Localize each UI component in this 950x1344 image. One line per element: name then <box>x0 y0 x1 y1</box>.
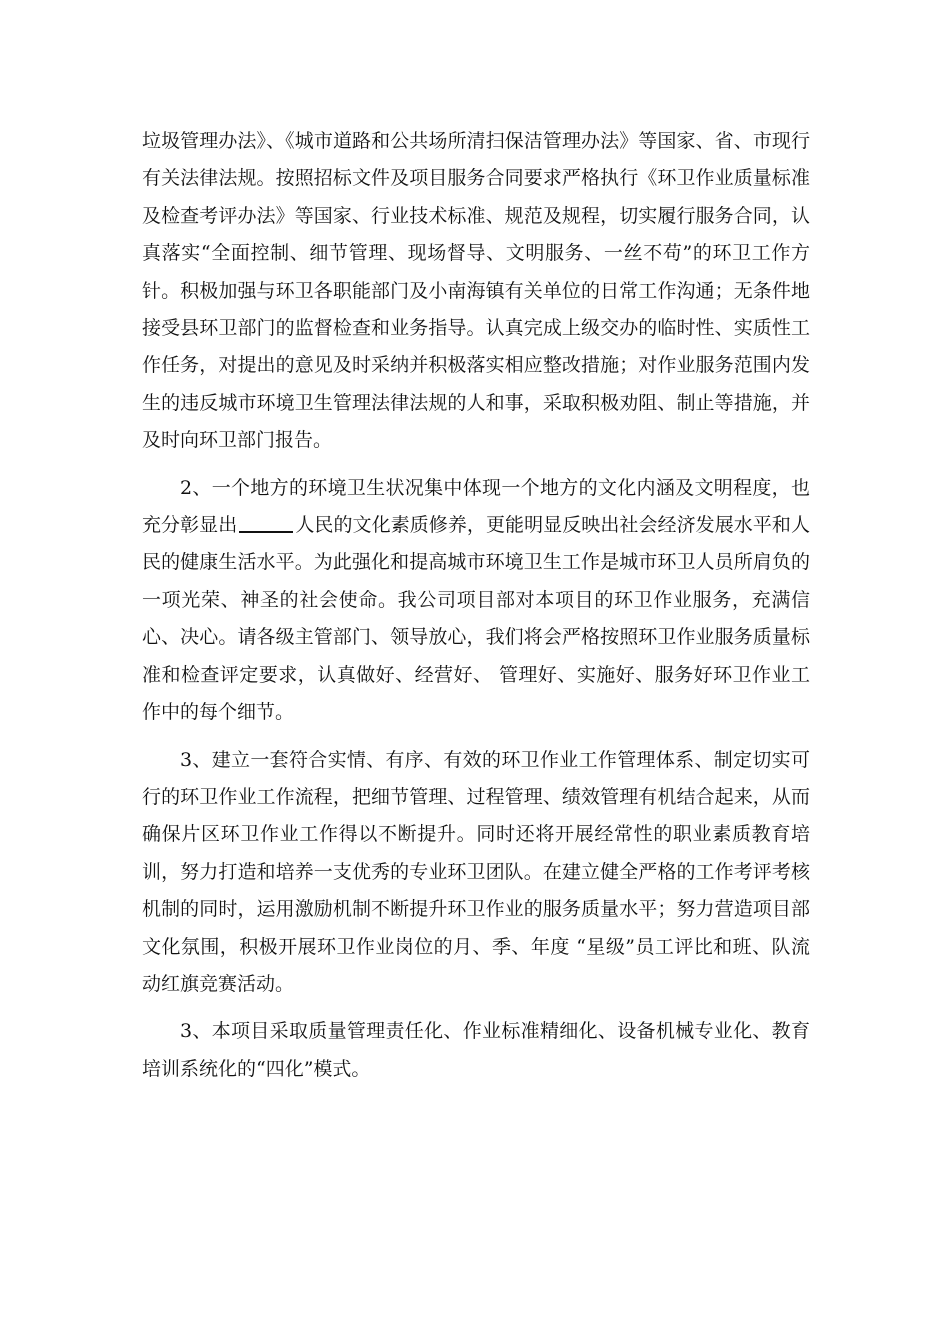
paragraph-2-text-after-blank: 人民的文化素质修养，更能明显反映出社会经济发展水平和人民的健康生活水平。为此强化和提高城市环境卫生工作是城市环卫人员所肩负的一项光荣、神圣的社会使命。我公司项目部对本项目的环卫作业服务，充满信心、决心。请各级主管部门、领导放心，我们将会严格按照环卫作业服务质量标准和检查评定要求，认真做好、经营好、 管理好、实施好、服务好环卫作业工作中的每个细节。 <box>142 514 810 724</box>
paragraph-2-text-before-blank: 2、一个地方的环境卫生状况集中体现一个地方的文化内涵及文明程度，也充分彰显出 <box>142 476 810 537</box>
document-body <box>142 123 810 1098</box>
paragraph-2 <box>142 470 810 732</box>
paragraph-3: 3、建立一套符合实情、有序、有效的环卫作业工作管理体系、制定切实可行的环卫作业工作流程，把细节管理、过程管理、绩效管理有机结合起来，从而确保片区环卫作业工作得以不断提升。同时还将开展经常性的职业素质教育培训，努力打造和培养一支优秀的专业环卫团队。在建立健全严格的工作考评考核机制的同时，运用激励机制不断提升环卫作业的服务质量水平；努力营造项目部文化氛围，积极开展环卫作业岗位的月、季、年度 “星级”员工评比和班、队流动红旗竞赛活动。 <box>142 748 810 995</box>
paragraph-1: 垃圾管理办法》、《城市道路和公共场所清扫保洁管理办法》等国家、省、市现行有关法律法规。按照招标文件及项目服务合同要求严格执行《环卫作业质量标准及检查考评办法》等国家、行业技术标准、规范及规程，切实履行服务合同，认真落实“全面控制、细节管理、现场督导、文明服务、一丝不苟”的环卫工作方针。积极加强与环卫各职能部门及小南海镇有关单位的日常工作沟通；无条件地接受县环卫部门的监督检查和业务指导。认真完成上级交办的临时性、实质性工作任务，对提出的意见及时采纳并积极落实相应整改措施；对作业服务范围内发生的违反城市环境卫生管理法律法规的人和事，采取积极劝阻、制止等措施，并及时向环卫部门报告。 <box>142 130 810 452</box>
fill-in-blank-line <box>239 512 293 533</box>
paragraph-4: 3、本项目采取质量管理责任化、作业标准精细化、设备机械专业化、教育培训系统化的“四化”模式。 <box>142 1020 810 1080</box>
